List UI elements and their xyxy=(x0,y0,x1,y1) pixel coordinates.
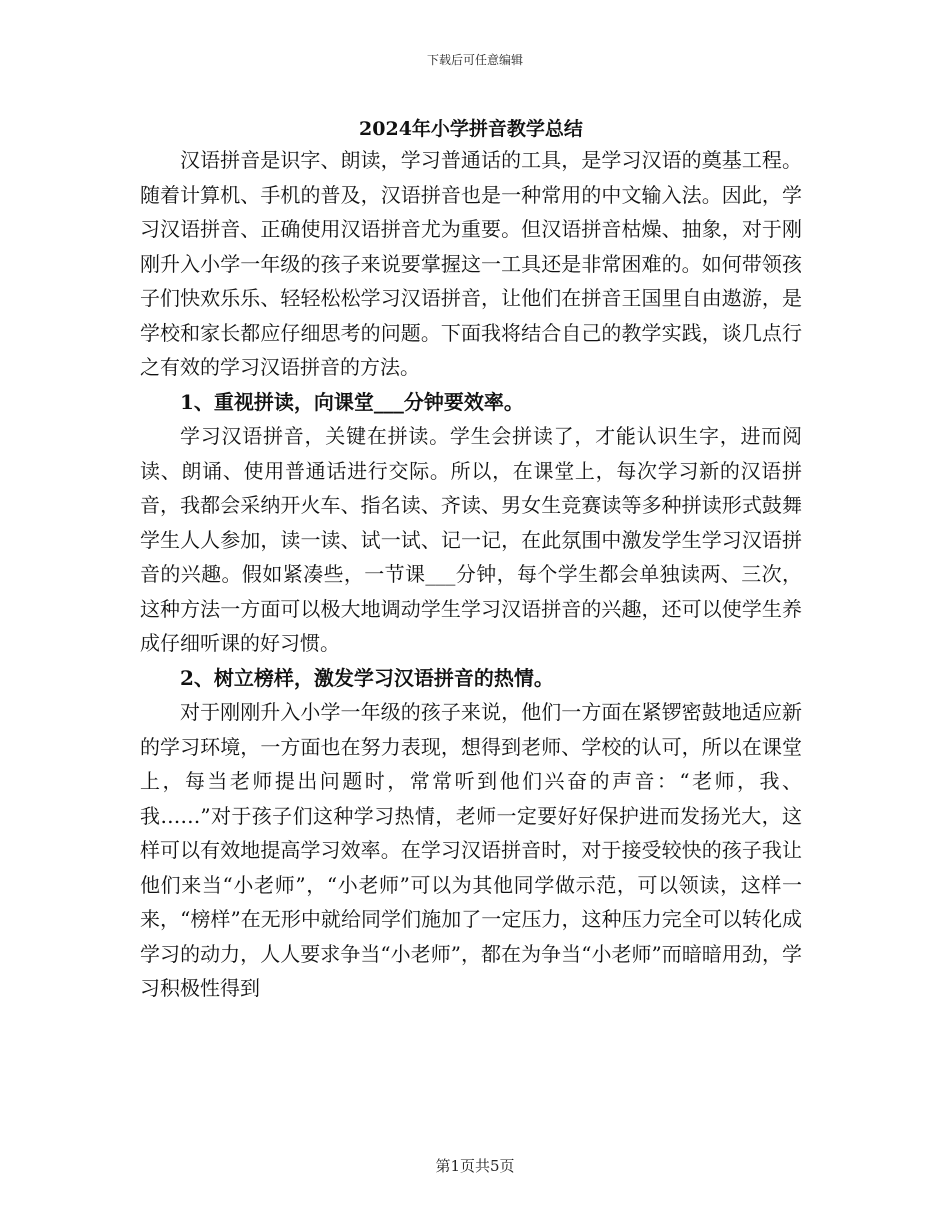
page-number: 第1页共5页 xyxy=(435,1157,515,1175)
section-1-paragraph: 学习汉语拼音，关键在拼读。学生会拼读了，才能认识生字，进而阅读、朗诵、使用普通话进行交际。所以，在课堂上，每次学习新的汉语拼音，我都会采纳开火车、指名读、齐读、男女生竞赛读等多种拼读形式鼓舞学生人人参加，读一读、试一试、记一记，在此氛围中激发学生学习汉语拼音的兴趣。假如紧凑些，一节课___分钟，每个学生都会单独读两、三次，这种方法一方面可以极大地调动学生学习汉语拼音的兴趣，还可以使学生养成仔细听课的好习惯。 xyxy=(140,424,802,655)
intro-paragraph: 汉语拼音是识字、朗读，学习普通话的工具，是学习汉语的奠基工程。随着计算机、手机的普及，汉语拼音也是一种常用的中文输入法。因此，学习汉语拼音、正确使用汉语拼音尤为重要。但汉语拼音枯燥、抽象，对于刚刚升入小学一年级的孩子来说要掌握这一工具还是非常困难的。如何带领孩子们快欢乐乐、轻轻松松学习汉语拼音，让他们在拼音王国里自由遨游，是学校和家长都应仔细思考的问题。下面我将结合自己的教学实践，谈几点行之有效的学习汉语拼音的方法。 xyxy=(140,148,802,379)
section-heading-2: 2、树立榜样，激发学习汉语拼音的热情。 xyxy=(180,665,554,690)
document-title: 2024年小学拼音教学总结 xyxy=(359,118,583,140)
section-2-paragraph: 对于刚刚升入小学一年级的孩子来说，他们一方面在紧锣密鼓地适应新的学习环境，一方面也在努力表现，想得到老师、学校的认可，所以在课堂上，每当老师提出问题时，常常听到他们兴奋的声音：“老师，我、我……”对于孩子们这种学习热情，老师一定要好好保护进而发扬光大，这样可以有效地提高学习效率。在学习汉语拼音时，对于接受较快的孩子我让他们来当“小老师”，“小老师”可以为其他同学做示范，可以领读，这样一来，“榜样”在无形中就给同学们施加了一定压力，这种压力完全可以转化成学习的动力，人人要求争当“小老师”，都在为争当“小老师”而暗暗用劲，学习积极性得到 xyxy=(140,700,802,1000)
page-header-note: 下载后可任意编辑 xyxy=(426,53,523,67)
document-body xyxy=(140,114,802,1006)
section-heading-1: 1、重视拼读，向课堂___分钟要效率。 xyxy=(180,389,524,414)
